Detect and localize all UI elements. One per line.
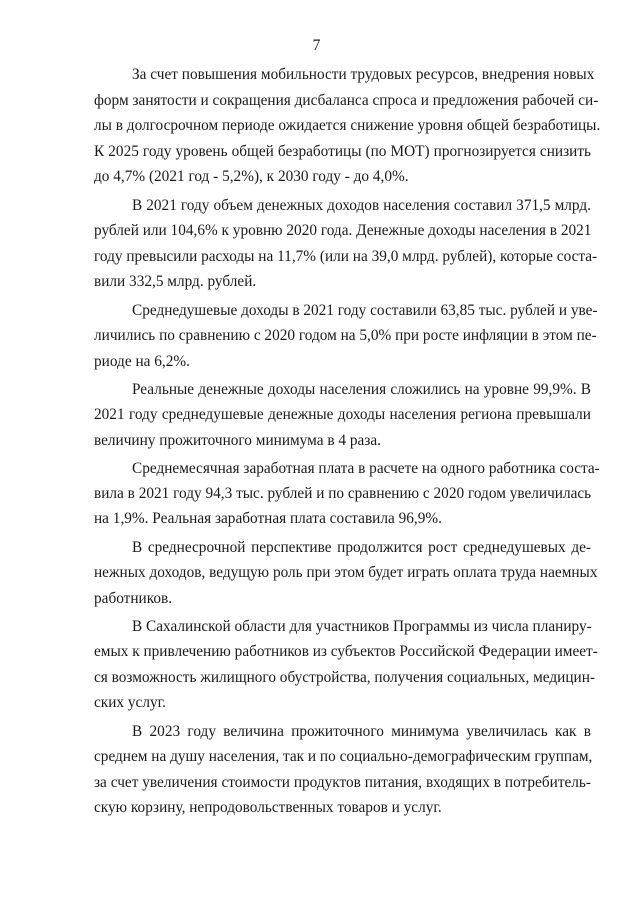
paragraph-7-line-3: ся возможность жилищного обустройства, получения социальных, медицин- xyxy=(94,669,596,686)
paragraph-1-line-1: За счет повышения мобильности трудовых ресурсов, внедрения новых xyxy=(132,66,595,83)
paragraph-6-line-1: В среднесрочной перспективе продолжится рост среднедушевых де- xyxy=(132,539,591,556)
paragraph-3-line-3: риоде на 6,2%. xyxy=(94,353,190,370)
paragraph-1-line-2: форм занятости и сокращения дисбаланса спроса и предложения рабочей си- xyxy=(94,92,599,109)
paragraph-4-line-2: 2021 году среднедушевые денежные доходы населения региона превышали xyxy=(94,406,591,423)
paragraph-1-line-5: до 4,7% (2021 год - 5,2%), к 2030 году - до 4,0%. xyxy=(94,168,409,185)
paragraph-8-line-3: за счет увеличения стоимости продуктов питания, входящих в потребитель- xyxy=(94,774,591,791)
paragraph-4-line-3: величину прожиточного минимума в 4 раза. xyxy=(94,432,381,449)
paragraph-2-line-1: В 2021 году объем денежных доходов населения составил 371,5 млрд. xyxy=(132,197,591,214)
paragraph-8-line-2: среднем на душу населения, так и по социально-демографическим группам, xyxy=(94,748,593,765)
paragraph-7-line-4: ских услуг. xyxy=(94,694,166,711)
paragraph-8-line-4: скую корзину, непродовольственных товаров и услуг. xyxy=(94,799,442,816)
paragraph-7-line-2: емых к привлечению работников из субъектов Российской Федерации имеет- xyxy=(94,643,598,660)
paragraph-8-line-1: В 2023 году величина прожиточного минимума увеличилась как в xyxy=(132,723,591,740)
paragraph-3-line-1: Среднедушевые доходы в 2021 году составили 63,85 тыс. рублей и уве- xyxy=(132,302,598,319)
paragraph-3-line-2: личились по сравнению с 2020 годом на 5,0% при росте инфляции в этом пе- xyxy=(94,327,597,344)
paragraph-6-line-2: нежных доходов, ведущую роль при этом будет играть оплата труда наемных xyxy=(94,564,598,581)
paragraph-1-line-4: К 2025 году уровень общей безработицы (по МОТ) прогнозируется снизить xyxy=(94,143,591,160)
page-number: 7 xyxy=(312,37,321,54)
paragraph-5-line-2: вила в 2021 году 94,3 тыс. рублей и по сравнению с 2020 годом увеличилась xyxy=(94,485,592,502)
paragraph-4-line-1: Реальные денежные доходы населения сложились на уровне 99,9%. В xyxy=(132,381,591,398)
paragraph-6-line-3: работников. xyxy=(94,590,173,607)
paragraph-1-line-3: лы в долгосрочном периоде ожидается снижение уровня общей безработицы. xyxy=(94,117,601,134)
paragraph-2-line-4: вили 332,5 млрд. рублей. xyxy=(94,273,257,290)
paragraph-5-line-1: Среднемесячная заработная плата в расчете на одного работника соста- xyxy=(132,460,600,477)
paragraph-5-line-3: на 1,9%. Реальная заработная плата составила 96,9%. xyxy=(94,510,442,527)
paragraph-7-line-1: В Сахалинской области для участников Программы из числа планиру- xyxy=(132,618,592,635)
paragraph-2-line-3: году превысили расходы на 11,7% (или на 39,0 млрд. рублей), которые соста- xyxy=(94,248,598,265)
paragraph-2-line-2: рублей или 104,6% к уровню 2020 года. Денежные доходы населения в 2021 xyxy=(94,222,592,239)
